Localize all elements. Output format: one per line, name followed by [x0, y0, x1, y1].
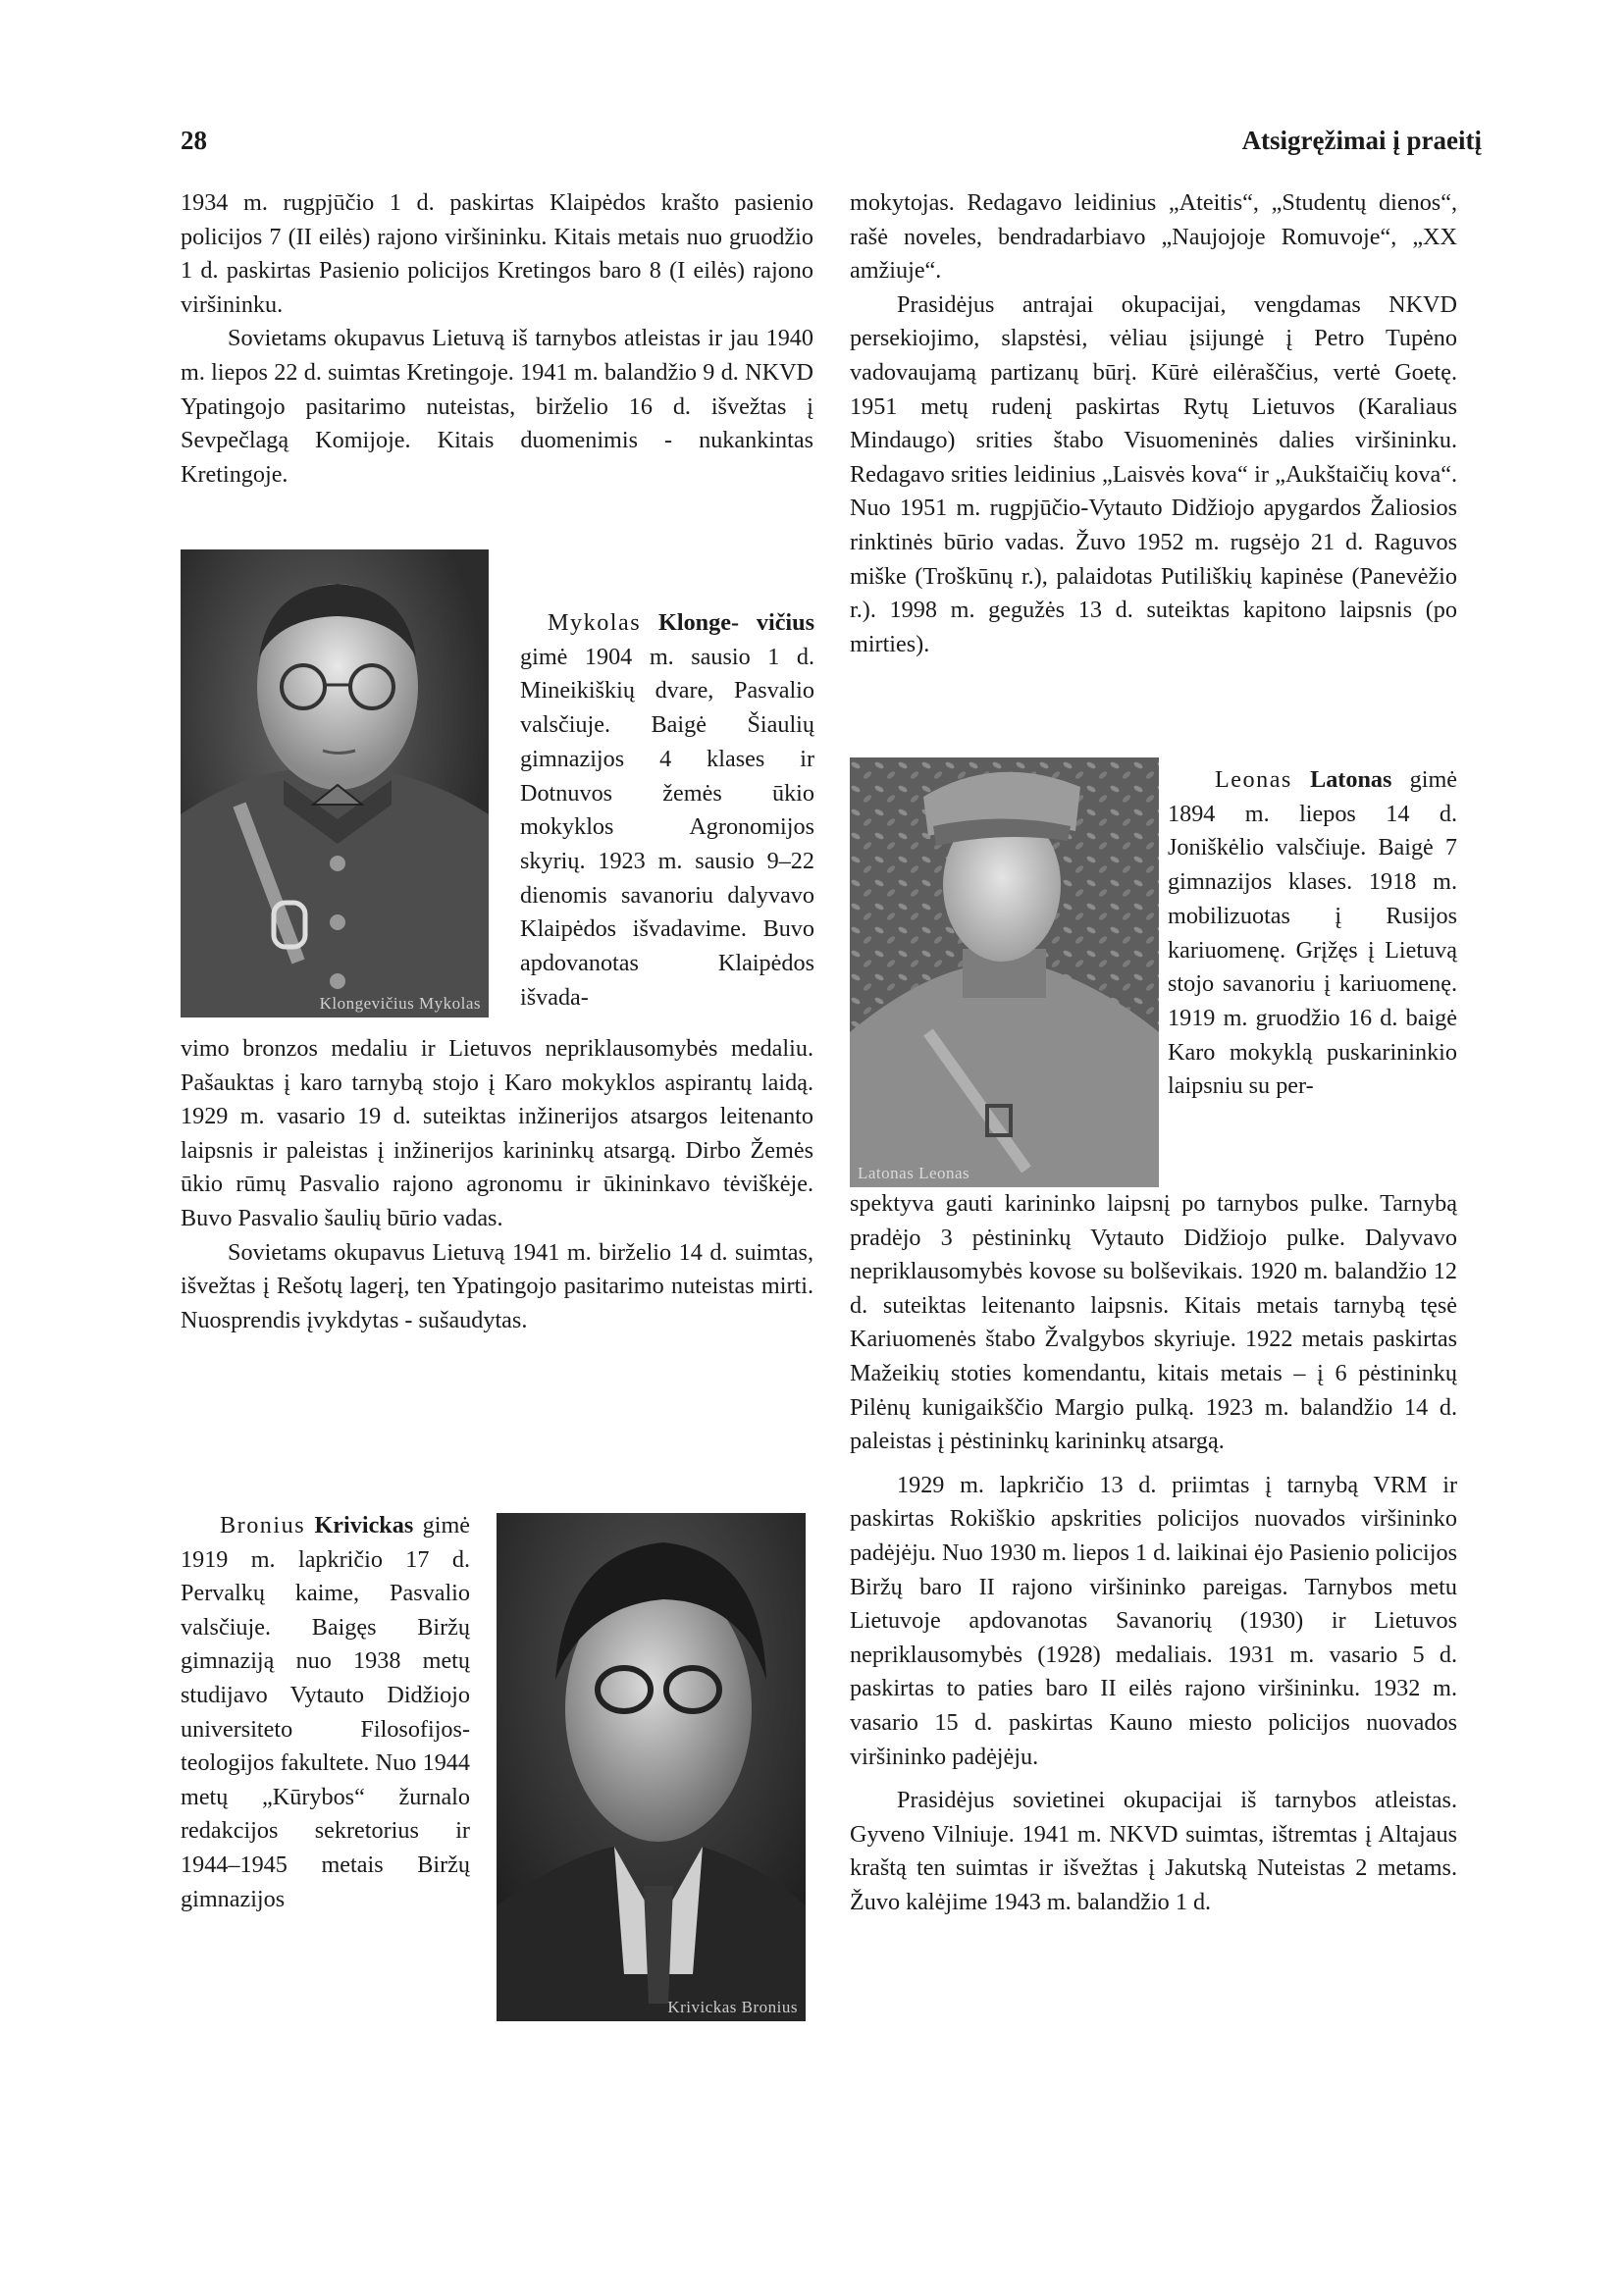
bio-text: gimė 1894 m. liepos 14 d. Joniškėlio valsčiuje. Baigė 7 gimnazijos klases. 1918 m. mobilizuotas į Rusijos kariuomenę. Grįžęs į Lietuvą stojo savanoriu į kariuomenę. 1919 m. gruodžio 16 d. baigė Karo mokyklą puskarininkio laipsniu su per- — [1168, 766, 1458, 1100]
bio-text: gimė 1919 m. lapkričio 17 d. Pervalkų kaime, Pasvalio valsčiuje. Baigęs Biržų gimnaziją nuo 1938 metų studijavo Vytauto Didžiojo universiteto Filosofijos-teologijos fakultete. Nuo 1944 metų „Kūrybos“ žurnalo redakcijos sekretorius ir 1944–1945 metais Biržų gimnazijos — [181, 1512, 471, 1912]
photo-caption: Klongevičius Mykolas — [319, 994, 481, 1013]
paragraph: vimo bronzos medaliu ir Lietuvos nepriklausomybės medaliu. Pašauktas į karo tarnybą stojo į Karo mokyklos aspirantų laidą. 1929 m. vasario 19 d. suteiktas inžinerijos atsargos leitenanto laipsnis ir paleistas į inžinerijos karininkų atsargą. Dirbo Žemės ūkio rūmų Pasvalio rajono agronomu ir ūkininkavo tėviškėje. Buvo Pasvalio šaulių būrio vadas. — [181, 1035, 813, 1231]
surname: Latonas — [1310, 766, 1392, 793]
krivickas-bio-beside-photo — [181, 1509, 470, 1916]
klongevicius-bio-continued — [181, 1032, 813, 1337]
photo-caption: Krivickas Bronius — [667, 1998, 798, 2016]
paragraph: 1929 m. lapkričio 13 d. priimtas į tarnybą VRM ir paskirtas Rokiškio apskrities policijos nuovados viršininko padėjėju. Nuo 1930 m. liepos 1 d. laikinai ėjo Pasienio policijos Biržų baro II rajono viršininko pareigas. Tarnybos metu Lietuvoje apdovanotas Savanorių (1930) ir Lietuvos nepriklausomybės (1928) medaliais. 1931 m. vasario 5 d. paskirtas to paties baro II eilės rajono viršininku. 1932 m. vasario 15 d. paskirtas Kauno miesto policijos nuovados viršininko padėjėju. — [850, 1471, 1457, 1770]
latonas-bio-continued — [850, 1187, 1457, 1919]
paragraph: Sovietams okupavus Lietuvą 1941 m. birželio 14 d. suimtas, išvežtas į Rešotų lagerį, ten Ypatingojo pasitarimo nuteistas mirti. Nuosprendis įvykdytas - sušaudytas. — [181, 1238, 813, 1333]
klongevicius-photo — [181, 549, 489, 1017]
krivickas-bio-continued — [850, 186, 1457, 661]
klongevicius-bio-beside-photo — [520, 606, 814, 1015]
bio-text: gimė 1904 m. sausio 1 d. Mineikiškių dvare, Pasvalio valsčiuje. Baigė Šiaulių gimnazijos 4 klases ir Dotnuvos žemės ūkio mokyklos Agronomijos skyrių. 1923 m. sausio 9–22 dienomis savanoriu dalyvavo Klaipėdos išvadavime. Buvo apdovanotas Klaipėdos išvada- — [520, 643, 814, 1011]
latonas-bio-beside-photo — [1168, 763, 1457, 1104]
first-name: Bronius — [220, 1512, 306, 1539]
first-name: Mykolas — [548, 609, 642, 636]
portrait-image-icon — [181, 549, 489, 1017]
paragraph — [181, 1509, 470, 1916]
surname-cont: vičius — [756, 609, 815, 636]
paragraph — [520, 606, 814, 1015]
krivickas-photo — [497, 1513, 806, 2021]
paragraph: Prasidėjus antrajai okupacijai, vengdamas NKVD persekiojimo, slapstėsi, vėliau įsijungė į Petro Tupėno vadovaujamą partizanų būrį. Kūrė eilėraščius, vertė Goetę. 1951 metų rudenį paskirtas Rytų Lietuvos (Karaliaus Mindaugo) srities štabo Visuomeninės dalies viršininku. Redagavo srities leidinius „Laisvės kova“ ir „Aukštaičių kova“. Nuo 1951 m. rugpjūčio-Vytauto Didžiojo apygardos Žaliosios rinktinės būrio vadas. Žuvo 1952 m. rugsėjo 21 d. Raguvos miške (Troškūnų r.), palaidotas Putiliškių kapinėse (Panevėžio r.). 1998 m. gegužės 13 d. suteiktas kapitono laipsnis (po mirties). — [850, 290, 1457, 657]
paragraph: 1934 m. rugpjūčio 1 d. paskirtas Klaipėdos krašto pasienio policijos 7 (II eilės) rajono viršininku. Kitais metais nuo gruodžio 1 d. paskirtas Pasienio policijos Kretingos baro 8 (I eilės) rajono viršininku. — [181, 189, 813, 318]
portrait-image-icon — [850, 757, 1159, 1187]
page-number: 28 — [181, 126, 207, 155]
latonas-photo — [850, 757, 1159, 1187]
paragraph: spektyva gauti karininko laipsnį po tarnybos pulke. Tarnybą pradėjo 3 pėstininkų Vytauto Didžiojo pulke. Dalyvavo nepriklausomybės kovose su bolševikais. 1920 m. balandžio 12 d. suteiktas leitenanto laipsnis. Kitais metais tarnybą tęsė Kariuomenės štabo Žvalgybos skyriuje. 1922 metais paskirtas Mažeikių stoties komendantu, kitais metais – į 6 pėstininkų Pilėnų kunigaikščio Margio pulką. 1923 m. balandžio 14 d. paleistas į pėstininkų karininkų atsargą. — [850, 1190, 1457, 1455]
surname: Krivickas — [314, 1512, 414, 1539]
running-title: Atsigręžimai į praeitį — [1241, 126, 1482, 155]
paragraph: Prasidėjus sovietinei okupacijai iš tarnybos atleistas. Gyveno Vilniuje. 1941 m. NKVD suimtas, ištremtas į Altajaus kraštą ten suimtas ir išvežtas į Jakutską Nuteistas 2 metams. Žuvo kalėjime 1943 m. balandžio 1 d. — [850, 1787, 1457, 1915]
portrait-image-icon — [497, 1513, 806, 2021]
paragraph — [1168, 763, 1457, 1104]
paragraph: Sovietams okupavus Lietuvą iš tarnybos atleistas ir jau 1940 m. liepos 22 d. suimtas Kretingoje. 1941 m. balandžio 9 d. NKVD Ypatingojo pasitarimo nuteistas, birželio 16 d. išvežtas į Sevpečlagą Komijoje. Kitais duomenimis - nukankintas Kretingoje. — [181, 325, 813, 488]
first-name: Leonas — [1215, 766, 1292, 793]
photo-caption: Latonas Leonas — [858, 1164, 970, 1182]
surname: Klonge- — [658, 609, 739, 636]
paragraph: mokytojas. Redagavo leidinius „Ateitis“, „Studentų dienos“, rašė noveles, bendradarbiavo „Naujojoje Romuvoje“, „XX amžiuje“. — [850, 189, 1457, 285]
left-column-intro — [181, 186, 813, 492]
